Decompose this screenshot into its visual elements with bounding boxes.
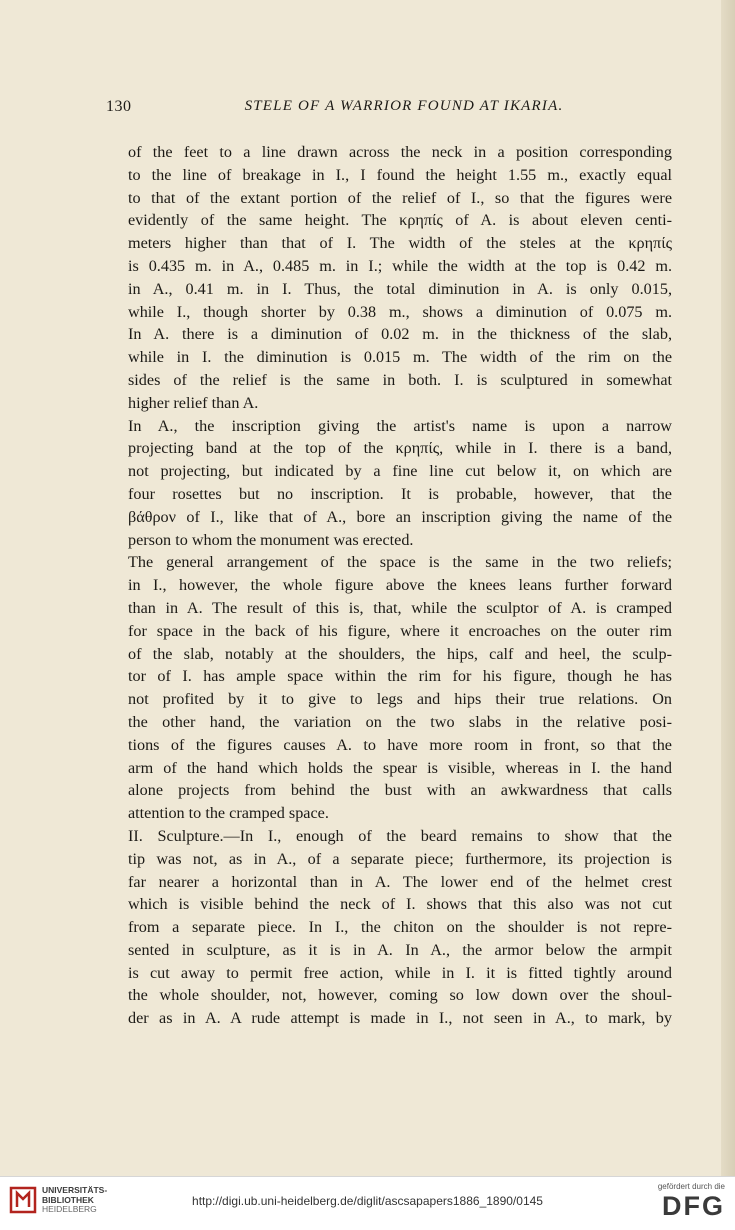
library-name-line: BIBLIOTHEK	[42, 1194, 94, 1205]
text-line: in A., 0.41 m. in I. Thus, the total diminution in A. is only 0.015,	[128, 279, 672, 298]
text-line: The general arrangement of the space is the same in the two reliefs;	[128, 553, 672, 572]
text-line: II. Sculpture.—In I., enough of the beard remains to show that the	[128, 826, 672, 845]
text-line: the other hand, the variation on the two slabs in the relative posi-	[128, 712, 672, 731]
text-line: sented in sculpture, as it is in A. In A., the armor below the armpit	[128, 940, 672, 959]
text-line: attention to the cramped space.	[128, 804, 329, 823]
paragraph	[106, 551, 672, 825]
dfg-logo: DFG	[662, 1191, 725, 1221]
text-line: from a separate piece. In I., the chiton on the shoulder is not repre-	[128, 918, 672, 937]
paragraph	[106, 825, 672, 1030]
text-line: far nearer a horizontal than in A. The lower end of the helmet crest	[128, 872, 672, 891]
text-line: to that of the extant portion of the relief of I., so that the figures were	[128, 188, 672, 207]
text-line: In A., the inscription giving the artist's name is upon a narrow	[128, 416, 672, 435]
funded-by-label: gefördert durch die	[657, 1182, 725, 1191]
text-line: tions of the figures causes A. to have more room in front, so that the	[128, 735, 672, 754]
text-line: arm of the hand which holds the spear is visible, whereas in I. the hand	[128, 758, 672, 777]
text-line: not profited by it to give to legs and hips their true relations. On	[128, 690, 672, 709]
paragraph	[106, 141, 672, 415]
text-line: is 0.435 m. in A., 0.485 m. in I.; while the width at the top is 0.42 m.	[128, 256, 672, 275]
body-text	[106, 141, 672, 1030]
text-line: four rosettes but no inscription. It is probable, however, that the	[128, 484, 672, 503]
text-line: tip was not, as in A., of a separate piece; furthermore, its projection is	[128, 849, 672, 868]
paragraph	[106, 415, 672, 552]
text-line: for space in the back of his figure, where it encroaches on the outer rim	[128, 621, 672, 640]
text-line: meters higher than that of I. The width of the steles at the κρηπίς	[128, 234, 672, 253]
text-line: in I., however, the whole figure above the knees leans further forward	[128, 576, 672, 595]
text-line: sides of the relief is the same in both. I. is sculptured in somewhat	[128, 370, 672, 389]
text-line: tor of I. has ample space within the rim for his figure, though he has	[128, 667, 672, 686]
library-name-line: UNIVERSITÄTS-	[42, 1185, 108, 1195]
text-line: while in I. the diminution is 0.015 m. The width of the rim on the	[128, 348, 672, 367]
text-line: In A. there is a diminution of 0.02 m. in the thickness of the slab,	[128, 325, 672, 344]
text-line: which is visible behind the neck of I. shows that this also was not cut	[128, 895, 672, 914]
text-line: the whole shoulder, not, however, coming so low down over the shoul-	[128, 986, 672, 1005]
text-line: than in A. The result of this is, that, while the sculptor of A. is cramped	[128, 598, 672, 617]
text-line: not projecting, but indicated by a fine line cut below it, on which are	[128, 462, 672, 481]
library-name-line: HEIDELBERG	[42, 1204, 97, 1214]
text-line: of the feet to a line drawn across the neck in a position corresponding	[128, 143, 672, 161]
page-header	[106, 98, 672, 122]
page-number: 130	[106, 98, 132, 115]
permalink-url[interactable]: http://digi.ub.uni-heidelberg.de/diglit/ascsapapers1886_1890/0145	[192, 1194, 543, 1208]
text-line: is cut away to permit free action, while in I. it is fitted tightly around	[128, 963, 672, 982]
text-line: person to whom the monument was erected.	[128, 530, 414, 549]
text-line: projecting band at the top of the κρηπίς, while in I. there is a band,	[128, 439, 672, 458]
text-line: βάθρον of I., like that of A., bore an inscription giving the name of the	[128, 507, 672, 526]
text-line: alone projects from behind the bust with an awkwardness that calls	[128, 781, 672, 800]
page-gutter-shadow	[721, 0, 735, 1176]
funder-block	[658, 1182, 725, 1221]
text-line: evidently of the same height. The κρηπίς of A. is about eleven centi-	[128, 211, 672, 230]
running-title: STELE OF A WARRIOR FOUND AT IKARIA.	[244, 98, 564, 114]
viewer-footer	[0, 1176, 735, 1230]
text-line: of the slab, notably at the shoulders, the hips, calf and heel, the sculp-	[128, 644, 672, 663]
text-line: to the line of breakage in I., I found the height 1.55 m., exactly equal	[128, 165, 672, 184]
text-line: higher relief than A.	[128, 393, 259, 412]
text-line: while I., though shorter by 0.38 m., shows a diminution of 0.075 m.	[128, 302, 672, 321]
text-line: der as in A. A rude attempt is made in I., not seen in A., to mark, by	[128, 1009, 672, 1028]
